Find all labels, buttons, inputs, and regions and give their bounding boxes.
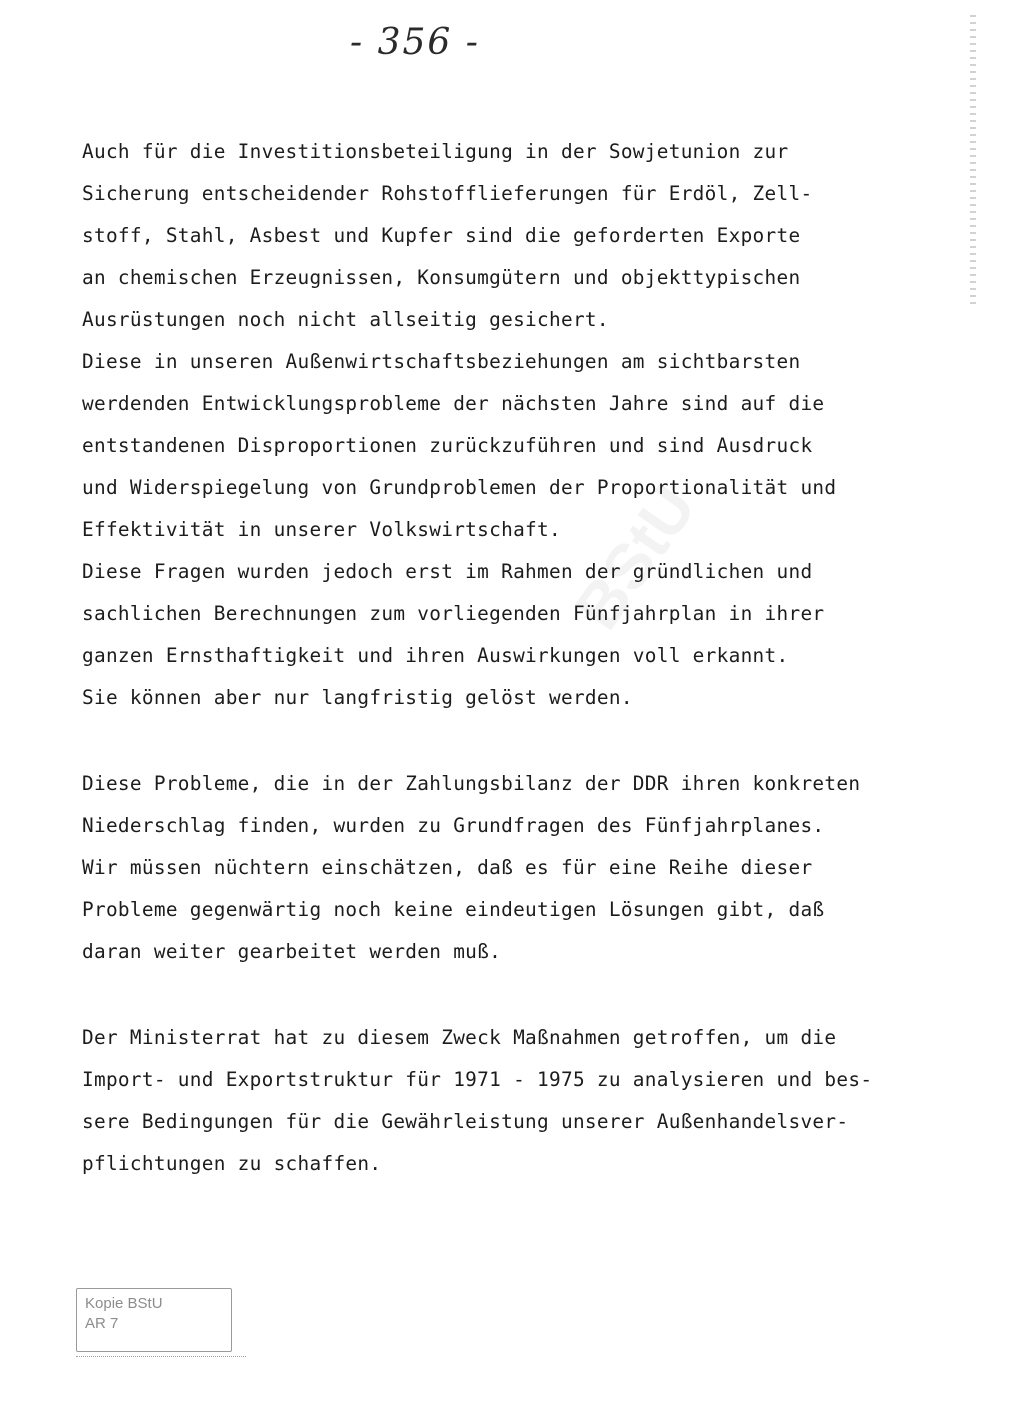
text-line: pflichtungen zu schaffen.: [82, 1152, 382, 1175]
text-line: an chemischen Erzeugnissen, Konsumgütern und objekttypischen: [82, 266, 801, 289]
text-line: sachlichen Berechnungen zum vorliegenden Fünfjahrplan in ihrer: [82, 602, 825, 625]
text-line: sere Bedingungen für die Gewährleistung unserer Außenhandelsver-: [82, 1110, 849, 1133]
text-line: Sie können aber nur langfristig gelöst werden.: [82, 686, 633, 709]
text-line: daran weiter gearbeitet werden muß.: [82, 940, 502, 963]
text-line: entstandenen Disproportionen zurückzuführen und sind Ausdruck: [82, 434, 813, 457]
watermark: BStU: [560, 472, 710, 642]
text-line: Probleme gegenwärtig noch keine eindeutigen Lösungen gibt, daß: [82, 898, 825, 921]
text-line: Auch für die Investitionsbeteiligung in der Sowjetunion zur: [82, 140, 789, 163]
text-line: Diese Probleme, die in der Zahlungsbilanz der DDR ihren konkreten: [82, 772, 861, 795]
stamp-line-1: Kopie BStU: [85, 1295, 163, 1312]
text-line: Diese Fragen wurden jedoch erst im Rahmen der gründlichen und: [82, 560, 813, 583]
text-line: Diese in unseren Außenwirtschaftsbeziehungen am sichtbarsten: [82, 350, 801, 373]
scan-edge-marks: [970, 15, 976, 305]
text-line: stoff, Stahl, Asbest und Kupfer sind die geforderten Exporte: [82, 224, 801, 247]
text-line: Niederschlag finden, wurden zu Grundfragen des Fünfjahrplanes.: [82, 814, 825, 837]
text-line: Ausrüstungen noch nicht allseitig gesichert.: [82, 308, 609, 331]
text-line: Sicherung entscheidender Rohstofflieferungen für Erdöl, Zell-: [82, 182, 813, 205]
stamp-line-2: AR 7: [85, 1315, 119, 1332]
text-line: werdenden Entwicklungsprobleme der nächsten Jahre sind auf die: [82, 392, 825, 415]
text-line: Effektivität in unserer Volkswirtschaft.: [82, 518, 561, 541]
text-line: Wir müssen nüchtern einschätzen, daß es für eine Reihe dieser: [82, 856, 813, 879]
text-line: Der Ministerrat hat zu diesem Zweck Maßnahmen getroffen, um die: [82, 1026, 837, 1049]
archive-stamp: [76, 1288, 232, 1352]
text-line: ganzen Ernsthaftigkeit und ihren Auswirkungen voll erkannt.: [82, 644, 789, 667]
text-line: Import- und Exportstruktur für 1971 - 1975 zu analysieren und bes-: [82, 1068, 873, 1091]
page-number: - 356 -: [350, 22, 480, 63]
stamp-underline: [76, 1356, 246, 1357]
text-line: und Widerspiegelung von Grundproblemen der Proportionalität und: [82, 476, 837, 499]
